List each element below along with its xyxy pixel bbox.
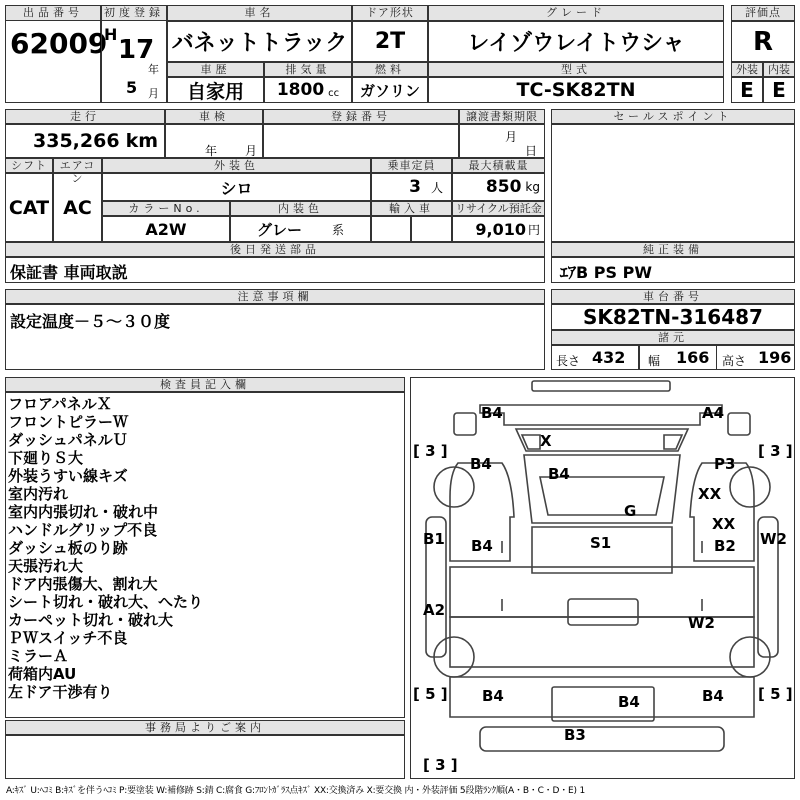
damage-code: B3 [564, 726, 586, 744]
color-value: シロ [102, 173, 371, 201]
displacement-unit: cc [328, 87, 340, 99]
interior-value: E [763, 77, 795, 103]
damage-code: B1 [423, 530, 445, 548]
damage-code: B4 [481, 404, 503, 422]
car-name: バネットトラック [167, 21, 352, 62]
inspector-line: 左ドア干渉有り [8, 683, 113, 701]
reg-month: 5 [126, 78, 138, 97]
inspector-line: 下廻りＳ大 [8, 449, 84, 467]
inspector-line: フロアパネルＸ [8, 395, 112, 413]
parts-label: 後日発送部品 [5, 242, 545, 257]
capacity-value: 3 [409, 177, 421, 197]
door-value: 2T [352, 21, 428, 62]
load-value: 850 [485, 177, 522, 197]
mileage-label: 走行 [5, 109, 165, 124]
interior-color-unit: 系 [332, 222, 345, 237]
fuel-value: ガソリン [352, 77, 428, 103]
reg-year-unit: 年 [148, 63, 159, 76]
displacement-box [264, 77, 352, 103]
inspection-month-unit: 月 [245, 144, 258, 158]
damage-code: B4 [618, 693, 640, 711]
interior-color-label: 内装色 [230, 201, 371, 216]
load-unit: kg [525, 180, 540, 194]
height-label: 高さ [722, 354, 747, 368]
ac-label: エアコン [53, 158, 102, 173]
equip-value: ｴｱB PS PW [560, 263, 652, 282]
import-cell-left [371, 216, 411, 242]
length-label: 長さ [556, 354, 581, 368]
mileage-box [5, 124, 165, 158]
interior-color-value: グレー [256, 220, 302, 239]
inspector-line: ダッシュパネルＵ [8, 431, 128, 449]
ac-value: AC [53, 173, 102, 242]
load-label: 最大積載量 [452, 158, 545, 173]
cargo-vent-outline [568, 599, 638, 625]
interior-color-box [230, 216, 371, 242]
exterior-value: E [731, 77, 763, 103]
equip-label: 純正装備 [551, 242, 795, 257]
load-box [452, 173, 545, 201]
damage-code: B4 [702, 687, 724, 705]
inspector-line: フロントピラーＷ [8, 413, 129, 431]
cargo-side-outline [450, 567, 754, 617]
exterior-label: 外装 [731, 62, 763, 77]
damage-code: W2 [688, 614, 715, 632]
inspector-line: ハンドルグリップ不良 [8, 521, 158, 539]
inspection-label: 車検 [165, 109, 263, 124]
office-label: 事務局よりご案内 [5, 720, 405, 735]
recycle-label: リサイクル預託金 [452, 201, 545, 216]
damage-code: A4 [702, 404, 725, 422]
inspector-line: ダッシュ板のり跡 [8, 539, 128, 557]
front-bumper-outline [480, 404, 725, 425]
era-mark: H [104, 25, 118, 44]
damage-code: B4 [548, 465, 570, 483]
car-name-label: 車名 [167, 5, 352, 21]
width-value: 166 [676, 348, 710, 367]
model-label: 型式 [428, 62, 724, 77]
capacity-label: 乗車定員 [371, 158, 452, 173]
front-left-wheel-outline [434, 467, 474, 507]
front-right-wheel-outline [730, 467, 770, 507]
notes-label: 注意事項欄 [5, 289, 545, 304]
damage-code: XX [698, 485, 722, 503]
parts-value: 保証書 車両取説 [10, 263, 128, 282]
history-value: 自家用 [167, 77, 264, 103]
transfer-day-unit: 日 [525, 144, 538, 158]
bracket-code: [ 3 ] [413, 442, 448, 460]
first-reg-label: 初度登録 [101, 5, 167, 21]
height-value: 196 [758, 348, 792, 367]
width-label: 幅 [648, 354, 661, 368]
damage-code: S1 [590, 534, 612, 552]
length-value: 432 [592, 348, 626, 367]
bracket-code: [ 5 ] [413, 685, 448, 703]
bracket-code: [ 3 ] [423, 756, 458, 774]
grade-label: グレード [428, 5, 724, 21]
damage-code: B4 [482, 687, 504, 705]
mileage-unit: km [125, 130, 158, 152]
inspector-line: 室内汚れ [8, 485, 69, 503]
score-value: R [731, 21, 795, 62]
inspector-line: ドア内張傷大、割れ大 [8, 575, 158, 593]
damage-legend: A:ｷｽﾞ U:ﾍｺﾐ B:ｷｽﾞを伴うﾍｺﾐ P:要塗装 W:補修跡 S:錆 C:腐食 G:ﾌﾛﾝﾄｶﾞﾗｽ点ｷｽﾞ XX:交換済み X:要交換 内・外装評価 5段階ﾗﾝｸ順(A・B・C・D・E) 1 [6, 786, 585, 796]
inspector-line: 外装うすい線キズ [8, 467, 128, 485]
import-label: 輸入車 [371, 201, 452, 216]
inspector-line: カーペット切れ・破れ大 [8, 611, 174, 629]
inspection-year-unit: 年 [205, 144, 218, 158]
inspector-line: シート切れ・破れ大、へたり [8, 593, 204, 611]
capacity-box [371, 173, 452, 201]
grade-value: レイゾウレイトウシャ [428, 21, 724, 62]
displacement-value: 1800 [276, 80, 325, 100]
score-label: 評価点 [731, 5, 795, 21]
notes-value: 設定温度－５～３０度 [10, 312, 171, 331]
displacement-label: 排気量 [264, 62, 352, 77]
interior-label: 内装 [763, 62, 795, 77]
office-box [5, 735, 405, 779]
damage-code: W2 [760, 530, 787, 548]
inspector-line: 荷箱内AU [8, 665, 77, 683]
damage-code: G [624, 502, 637, 520]
sales-point-box [551, 124, 795, 242]
rear-bumper-outline [480, 727, 724, 751]
reg-year: 17 [118, 35, 155, 65]
import-cell-right [411, 216, 452, 242]
damage-code: XX [712, 515, 736, 533]
damage-code: B4 [471, 537, 493, 555]
inspector-line: 室内内張切れ・破れ中 [8, 503, 159, 521]
recycle-unit: 円 [527, 222, 540, 237]
mileage-value: 335,266 [33, 130, 120, 152]
color-no-value: A2W [102, 216, 230, 242]
dims-label: 諸元 [551, 330, 795, 345]
damage-code: P3 [714, 455, 736, 473]
bracket-code: [ 5 ] [758, 685, 793, 703]
inspector-label: 検査員記入欄 [5, 377, 405, 392]
shift-value: CAT [5, 173, 53, 242]
recycle-box [452, 216, 545, 242]
shift-label: シフト [5, 158, 53, 173]
reg-month-unit: 月 [148, 87, 159, 100]
lot-label: 出品番号 [5, 5, 101, 21]
inspector-line: ミラーＡ [8, 647, 69, 665]
front-right-corner-outline [728, 413, 750, 435]
car-diagram [410, 377, 795, 779]
sales-point-label: セールスポイント [551, 109, 795, 124]
damage-code: B4 [470, 455, 492, 473]
lot-number: 62009 [10, 27, 108, 60]
fuel-label: 燃料 [352, 62, 428, 77]
chassis-label: 車台番号 [551, 289, 795, 304]
front-left-corner-outline [454, 413, 476, 435]
reg-no-value [263, 124, 459, 158]
roof-panel-outline [532, 381, 670, 391]
color-no-label: カラーNo. [102, 201, 230, 216]
chassis-value: SK82TN-316487 [551, 304, 795, 330]
damage-code: A2 [423, 601, 446, 619]
model-value: TC-SK82TN [428, 77, 724, 103]
inspector-line: 天張汚れ大 [8, 557, 84, 575]
transfer-month-unit: 月 [505, 130, 518, 144]
color-label: 外装色 [102, 158, 371, 173]
bracket-code: [ 3 ] [758, 442, 793, 460]
recycle-value: 9,010 [475, 219, 526, 239]
inspector-line: ＰＷスイッチ不良 [8, 629, 128, 647]
history-label: 車歴 [167, 62, 264, 77]
transfer-label: 譲渡書類期限 [459, 109, 545, 124]
damage-code: X [540, 432, 552, 450]
inspector-list [8, 395, 203, 701]
door-label: ドア形状 [352, 5, 428, 21]
damage-code: B2 [714, 537, 736, 555]
reg-no-label: 登録番号 [263, 109, 459, 124]
capacity-unit: 人 [430, 180, 443, 195]
